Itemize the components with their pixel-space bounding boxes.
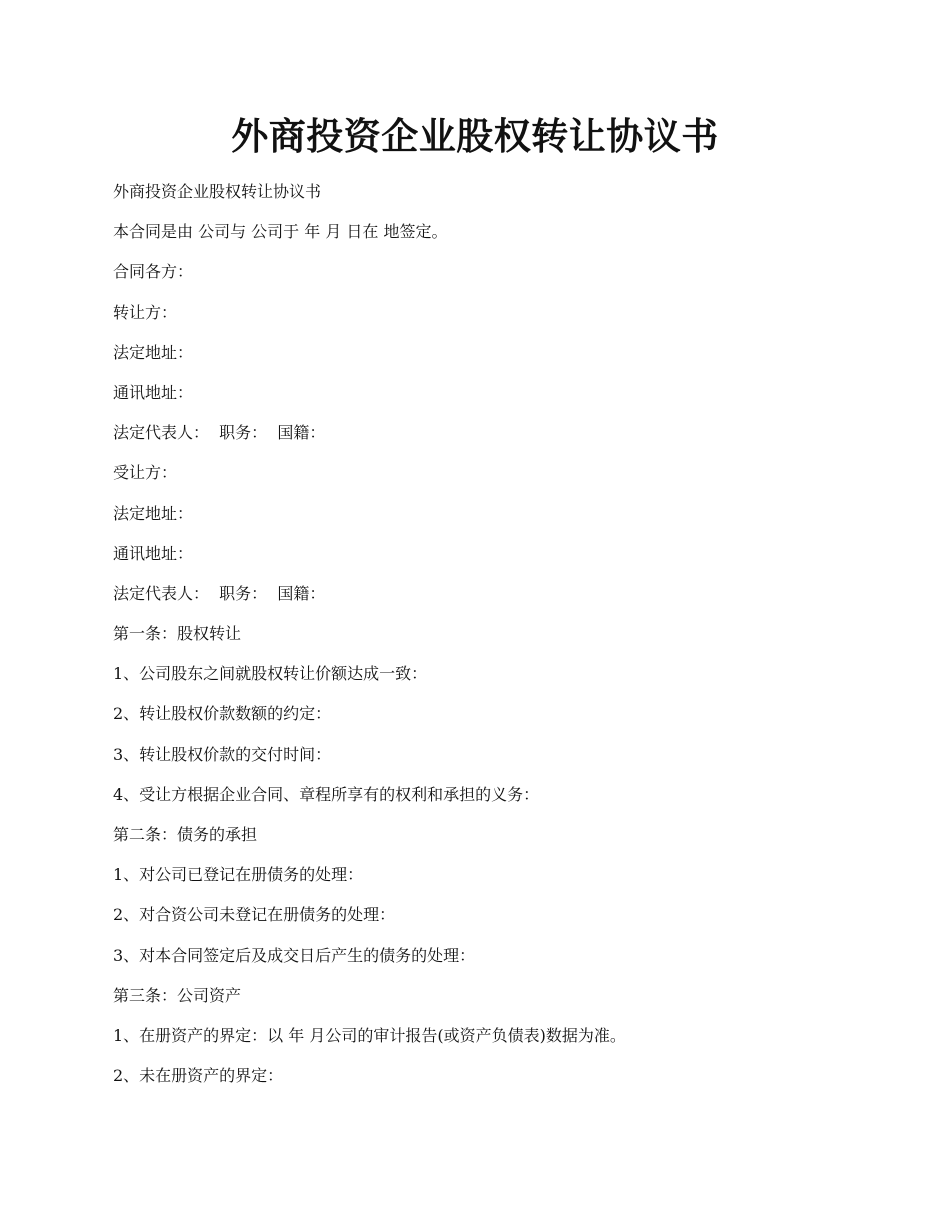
body-line-doc-heading: 外商投资企业股权转让协议书 [113,182,322,201]
body-line-article-1-item-1: 1、公司股东之间就股权转让价额达成一致： [113,664,428,684]
body-line-article-2-item-2: 2、对合资公司未登记在册债务的处理： [113,905,396,925]
document-title: 外商投资企业股权转让协议书 [231,114,719,158]
body-line-article-3-item-1: 1、在册资产的界定：以 年 月公司的审计报告(或资产负债表)数据为准。 [113,1025,626,1045]
body-line-article-2-item-1: 1、对公司已登记在册债务的处理： [113,865,364,885]
body-line-article-1-item-3: 3、转让股权价款的交付时间： [113,744,332,764]
body-line-transferee-representative: 法定代表人： 职务： 国籍： [113,583,326,603]
body-line-transferee-legal-address: 法定地址： [113,503,194,523]
body-line-transferor-mailing-address: 通讯地址： [113,382,194,402]
document-body [113,176,873,1100]
body-line-parties: 合同各方： [113,262,194,282]
body-line-transferor-legal-address: 法定地址： [113,342,194,362]
body-line-article-1-heading: 第一条：股权转让 [113,624,242,644]
body-line-transferee-mailing-address: 通讯地址： [113,543,194,563]
body-line-article-1-item-4: 4、受让方根据企业合同、章程所享有的权利和承担的义务： [113,784,540,804]
body-line-transferee: 受让方： [113,463,178,483]
body-line-transferor: 转让方： [113,302,178,322]
body-line-contract-intro: 本合同是由 公司与 公司于 年 月 日在 地签定。 [113,222,448,242]
body-line-article-2-heading: 第二条：债务的承担 [113,825,258,844]
body-line-article-2-item-3: 3、对本合同签定后及成交日后产生的债务的处理： [113,945,476,965]
body-line-article-3-item-2: 2、未在册资产的界定： [113,1066,284,1086]
body-line-article-3-heading: 第三条：公司资产 [113,985,242,1005]
body-line-transferor-representative: 法定代表人： 职务： 国籍： [113,423,326,443]
body-line-article-1-item-2: 2、转让股权价款数额的约定： [113,704,332,724]
